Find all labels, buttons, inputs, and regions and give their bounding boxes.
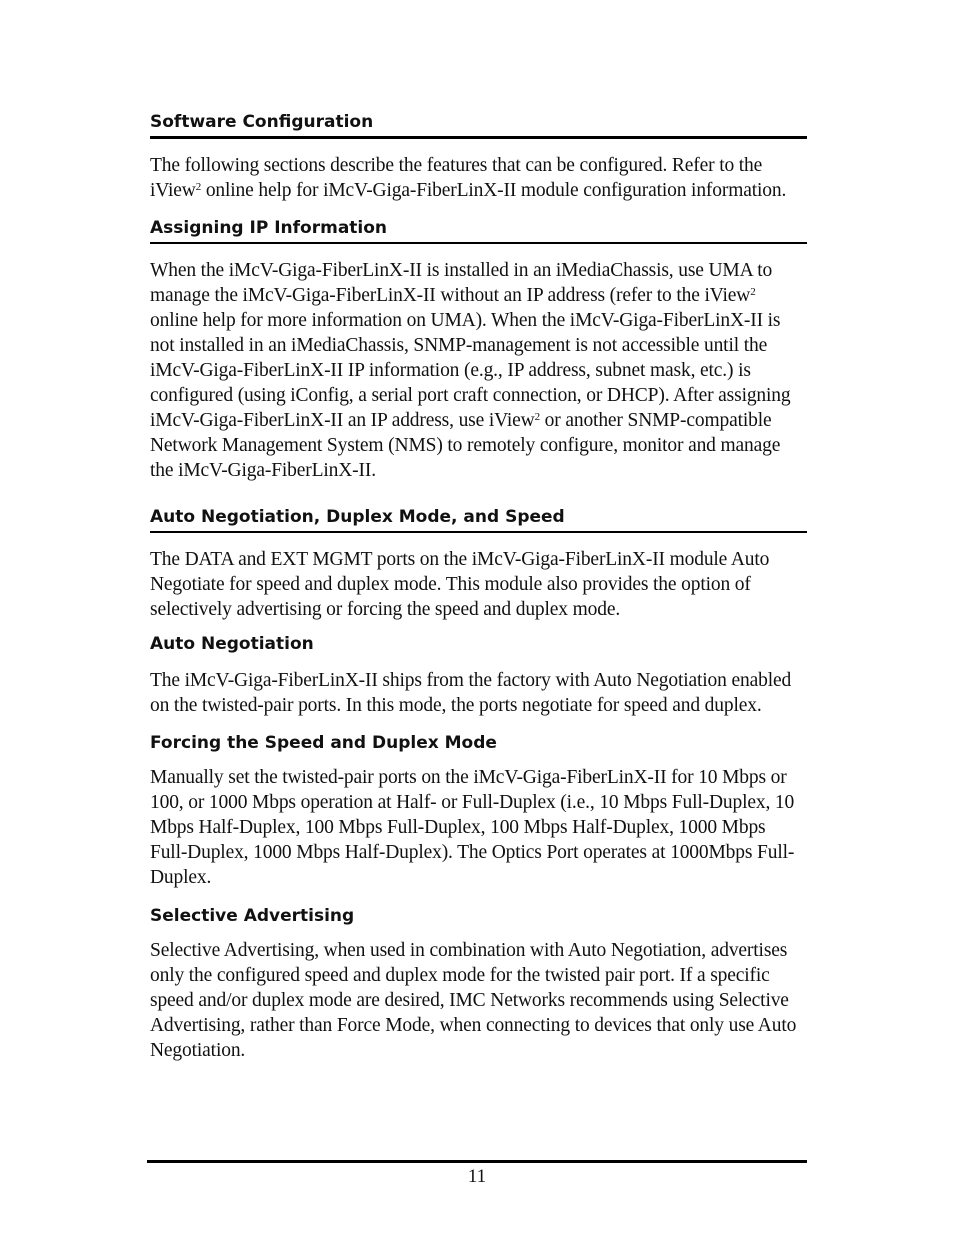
section-assigning-ip <box>150 218 807 483</box>
subsection-heading: Selective Advertising <box>150 906 355 926</box>
page-number: 11 <box>467 1166 487 1187</box>
paragraph-text: online help for iMcV-Giga-FiberLinX-II module configuration information. <box>201 180 787 201</box>
section-heading: Software Configuration <box>150 112 374 132</box>
subsection-auto-negotiation <box>150 634 807 718</box>
section-auto-negotiation-duplex-speed <box>150 507 807 622</box>
section-paragraph <box>150 153 807 203</box>
footer-rule <box>147 1160 807 1163</box>
subsection-heading: Forcing the Speed and Duplex Mode <box>150 733 497 753</box>
section-heading: Auto Negotiation, Duplex Mode, and Speed <box>150 507 565 527</box>
subsection-heading: Auto Negotiation <box>150 634 314 654</box>
section-paragraph <box>150 258 807 483</box>
section-paragraph: The DATA and EXT MGMT ports on the iMcV-Giga-FiberLinX-II module Auto Negotiate for speed and duplex mode. This module also provides the option of selectively advertising or forcing the speed and duplex mode. <box>150 549 770 620</box>
superscript: 2 <box>750 286 756 298</box>
section-heading-rule <box>150 218 807 244</box>
section-paragraph: Manually set the twisted-pair ports on the iMcV-Giga-FiberLinX-II for 10 Mbps or 100, or 1000 Mbps operation at Half- or Full-Duplex (i.e., 10 Mbps Full-Duplex, 10 Mbps Half-Duplex, 100 Mbps Full-Duplex, 100 Mbps Half-Duplex, 1000 Mbps Full-Duplex, 1000 Mbps Half-Duplex). The Optics Port operates at 1000Mbps Full-Duplex. <box>150 767 795 888</box>
paragraph-text: or another SNMP-compatible Network Management System (NMS) to remotely configure, monitor and manage the iMcV-Giga-FiberLinX-II. <box>150 410 781 481</box>
paragraph-text: When the iMcV-Giga-FiberLinX-II is installed in an iMediaChassis, use UMA to manage the iMcV-Giga-FiberLinX-II without an IP address (refer to the iView <box>150 260 773 306</box>
superscript: 2 <box>195 181 202 193</box>
paragraph-text: online help for more information on UMA). When the iMcV-Giga-FiberLinX-II is not installed in an iMediaChassis, SNMP-management is not accessible until the iMcV-Giga-FiberLinX-II IP information (e.g., IP address, subnet mask, etc.) is configured (using iConfig, a serial port craft connection, or DHCP). After assigning iMcV-Giga-FiberLinX-II an IP address, use iView <box>150 310 791 431</box>
subsection-forcing-speed-duplex <box>150 733 807 890</box>
section-heading-rule <box>150 507 807 533</box>
subsection-selective-advertising <box>150 906 807 1063</box>
paragraph-text: The following sections describe the features that can be configured. Refer to the iView <box>150 155 763 201</box>
section-heading: Assigning IP Information <box>150 218 388 238</box>
section-heading-rule <box>150 112 807 139</box>
section-paragraph: Selective Advertising, when used in combination with Auto Negotiation, advertises only the configured speed and duplex mode for the twisted pair port. If a specific speed and/or duplex mode are desired, IMC Networks recommends using Selective Advertising, rather than Force Mode, when connecting to devices that only use Auto Negotiation. <box>150 940 797 1061</box>
section-paragraph: The iMcV-Giga-FiberLinX-II ships from the factory with Auto Negotiation enabled on the twisted-pair ports. In this mode, the ports negotiate for speed and duplex. <box>150 670 792 716</box>
section-software-configuration <box>150 112 807 203</box>
superscript: 2 <box>534 411 540 423</box>
